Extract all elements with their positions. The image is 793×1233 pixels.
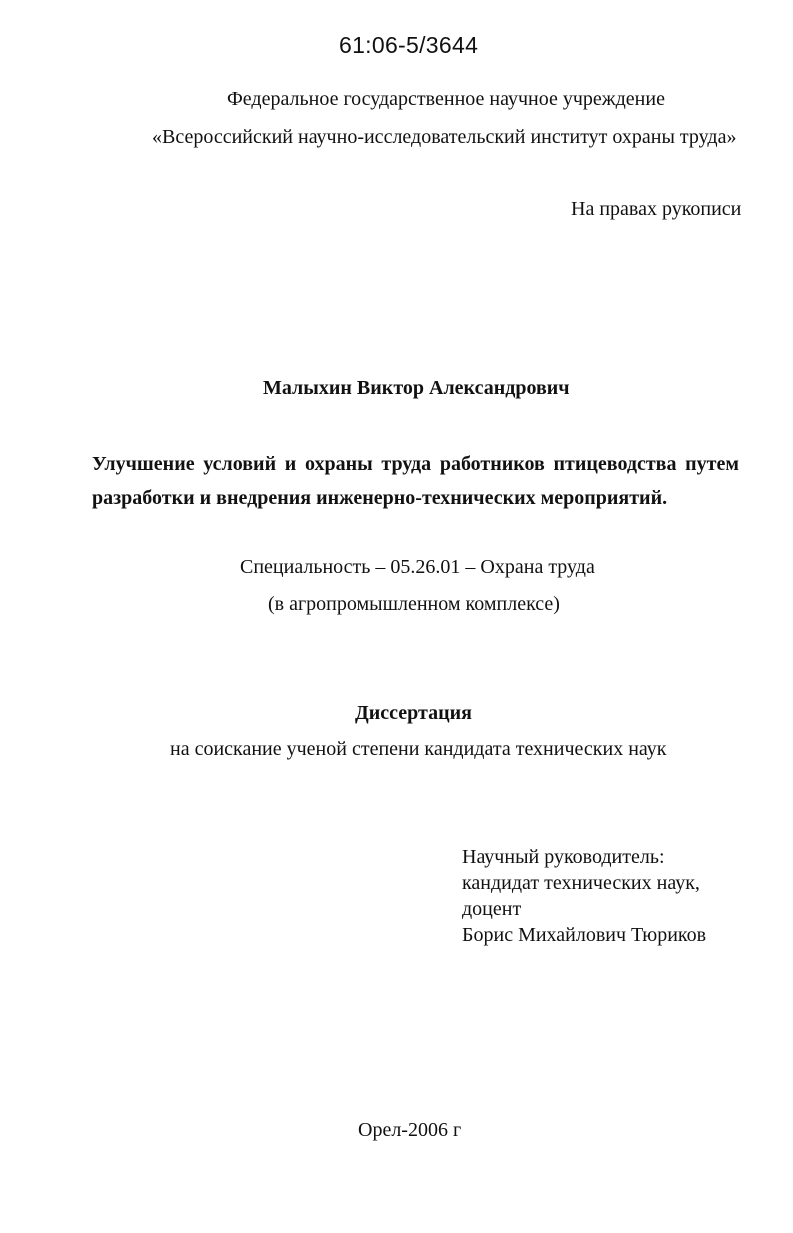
specialty-line-2: (в агропромышленном комплексе) — [268, 593, 560, 615]
author-name: Малыхин Виктор Александрович — [263, 377, 570, 399]
supervisor-degree: кандидат технических наук, — [462, 872, 700, 894]
thesis-title-line-2: разработки и внедрения инженерно-технических мероприятий. — [92, 487, 668, 509]
institution-line-1: Федеральное государственное научное учреждение — [227, 88, 665, 110]
thesis-title — [92, 447, 739, 515]
document-type: Диссертация — [355, 702, 472, 724]
degree-line: на соискание ученой степени кандидата технических наук — [170, 738, 667, 760]
manuscript-note: На правах рукописи — [571, 198, 742, 220]
specialty-line-1: Специальность – 05.26.01 – Охрана труда — [240, 556, 595, 578]
thesis-title-line-1: Улучшение условий и охраны труда работников птицеводства путем — [92, 453, 739, 475]
supervisor-block — [462, 844, 706, 948]
supervisor-rank: доцент — [462, 898, 522, 920]
institution-line-2: «Всероссийский научно-исследовательский институт охраны труда» — [152, 126, 737, 148]
archive-code: 61:06-5/3644 — [339, 32, 479, 58]
supervisor-label: Научный руководитель: — [462, 846, 665, 868]
supervisor-name: Борис Михайлович Тюриков — [462, 924, 707, 946]
place-year: Орел-2006 г — [358, 1119, 462, 1141]
